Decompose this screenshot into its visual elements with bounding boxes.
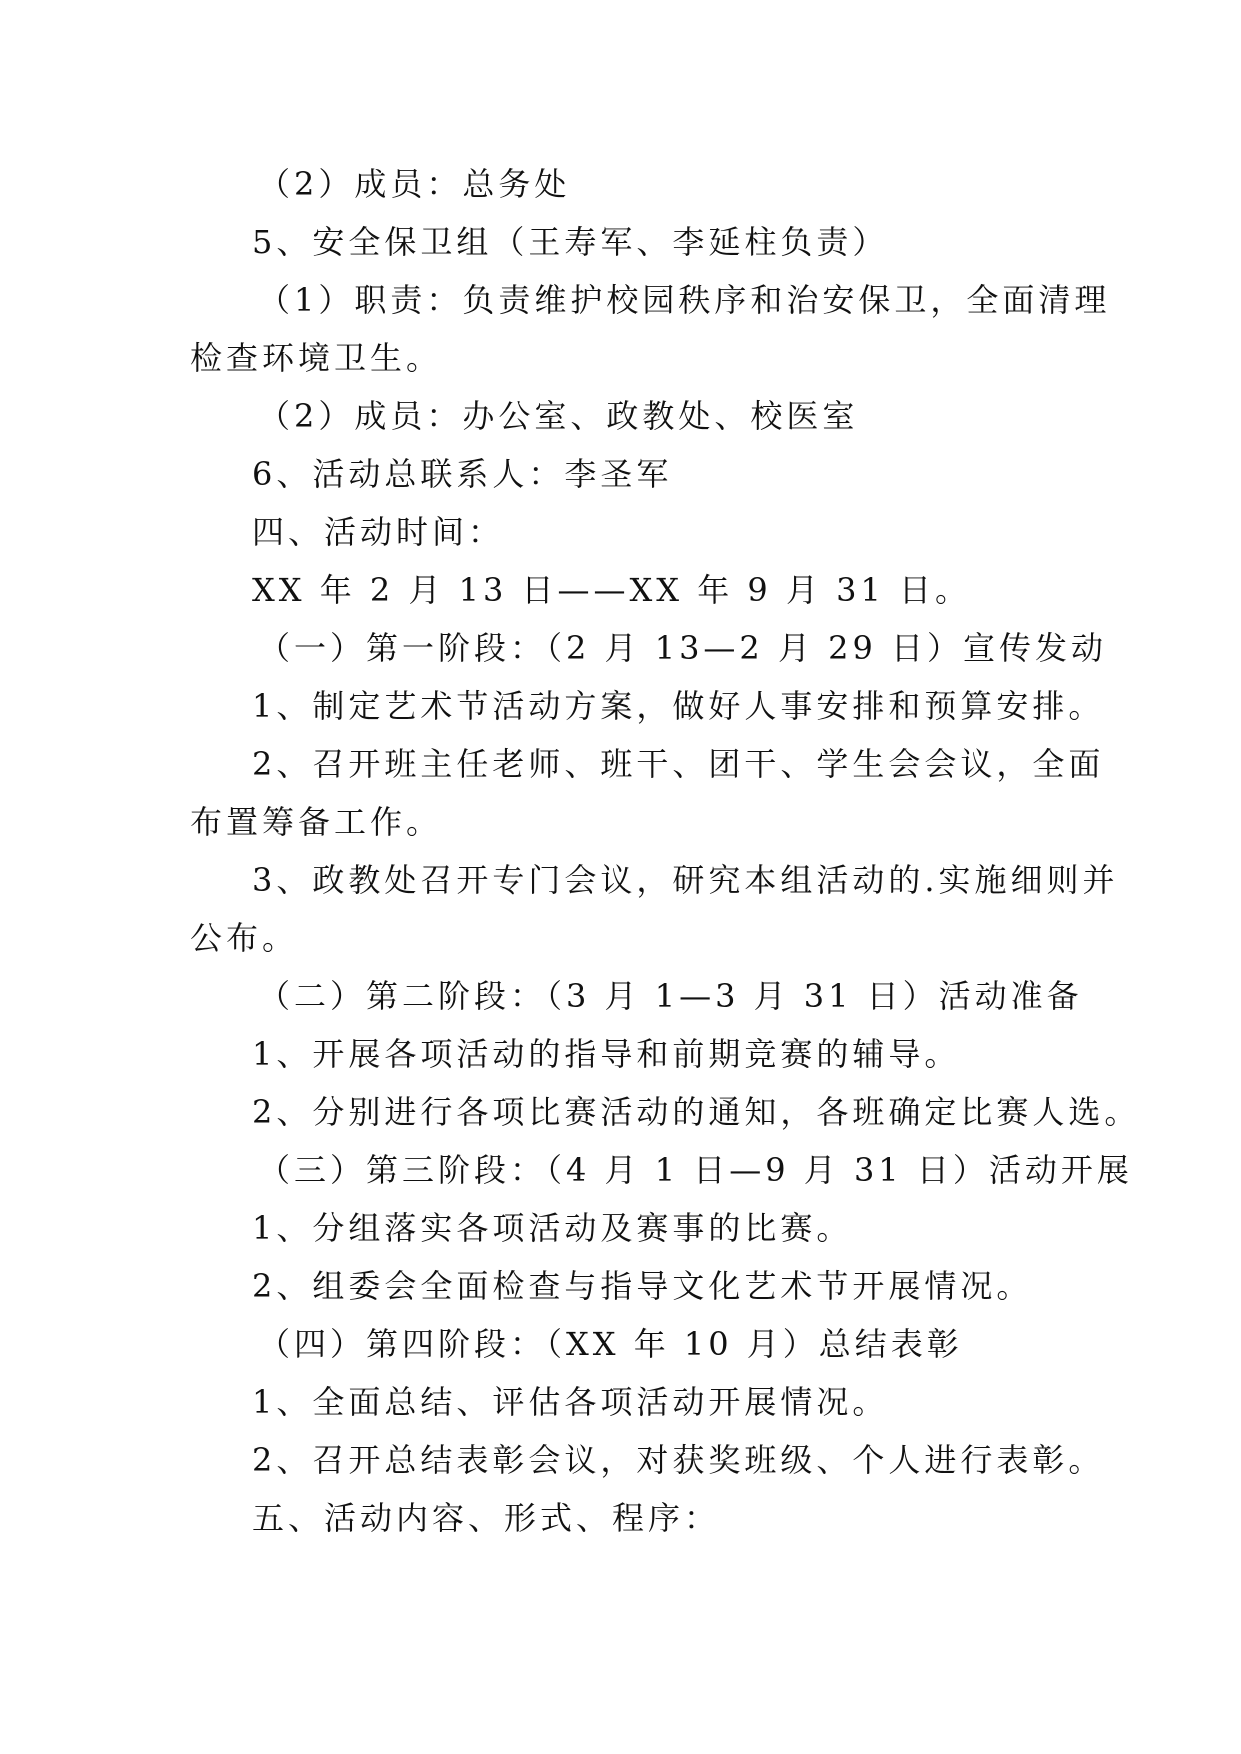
paragraph-line: 1、分组落实各项活动及赛事的比赛。: [252, 1209, 853, 1247]
section-heading: 四、活动时间：: [252, 513, 505, 551]
stage-heading: （四）第四阶段：（XX 年 10 月）总结表彰: [258, 1325, 963, 1363]
section-heading: 6、活动总联系人：李圣军: [252, 455, 673, 493]
section-heading: 五、活动内容、形式、程序：: [252, 1499, 721, 1537]
paragraph-line: 2、召开总结表彰会议，对获奖班级、个人进行表彰。: [252, 1441, 1105, 1479]
paragraph-line: 2、组委会全面检查与指导文化艺术节开展情况。: [252, 1267, 1033, 1305]
paragraph-line: 3、政教处召开专门会议，研究本组活动的.实施细则并: [252, 861, 1119, 899]
paragraph-line: （2）成员：总务处: [258, 165, 571, 203]
paragraph-line-continued: 公布。: [190, 919, 299, 957]
paragraph-line: 1、全面总结、评估各项活动开展情况。: [252, 1383, 889, 1421]
paragraph-line-continued: 检查环境卫生。: [190, 339, 443, 377]
paragraph-line: 1、制定艺术节活动方案，做好人事安排和预算安排。: [252, 687, 1105, 725]
stage-heading: （一）第一阶段：（2 月 13—2 月 29 日）宣传发动: [258, 629, 1108, 667]
paragraph-line: 1、开展各项活动的指导和前期竞赛的辅导。: [252, 1035, 961, 1073]
paragraph-line: XX 年 2 月 13 日——XX 年 9 月 31 日。: [252, 571, 972, 609]
section-heading: 5、安全保卫组（王寿军、李延柱负责）: [252, 223, 889, 261]
paragraph-line: （2）成员：办公室、政教处、校医室: [258, 397, 859, 435]
stage-heading: （三）第三阶段：（4 月 1 日—9 月 31 日）活动开展: [258, 1151, 1133, 1189]
stage-heading: （二）第二阶段：（3 月 1—3 月 31 日）活动准备: [258, 977, 1083, 1015]
paragraph-line: 2、分别进行各项比赛活动的通知，各班确定比赛人选。: [252, 1093, 1141, 1131]
paragraph-line: 2、召开班主任老师、班干、团干、学生会会议，全面: [252, 745, 1105, 783]
paragraph-line: （1）职责：负责维护校园秩序和治安保卫，全面清理: [258, 281, 1111, 319]
paragraph-line-continued: 布置筹备工作。: [190, 803, 443, 841]
